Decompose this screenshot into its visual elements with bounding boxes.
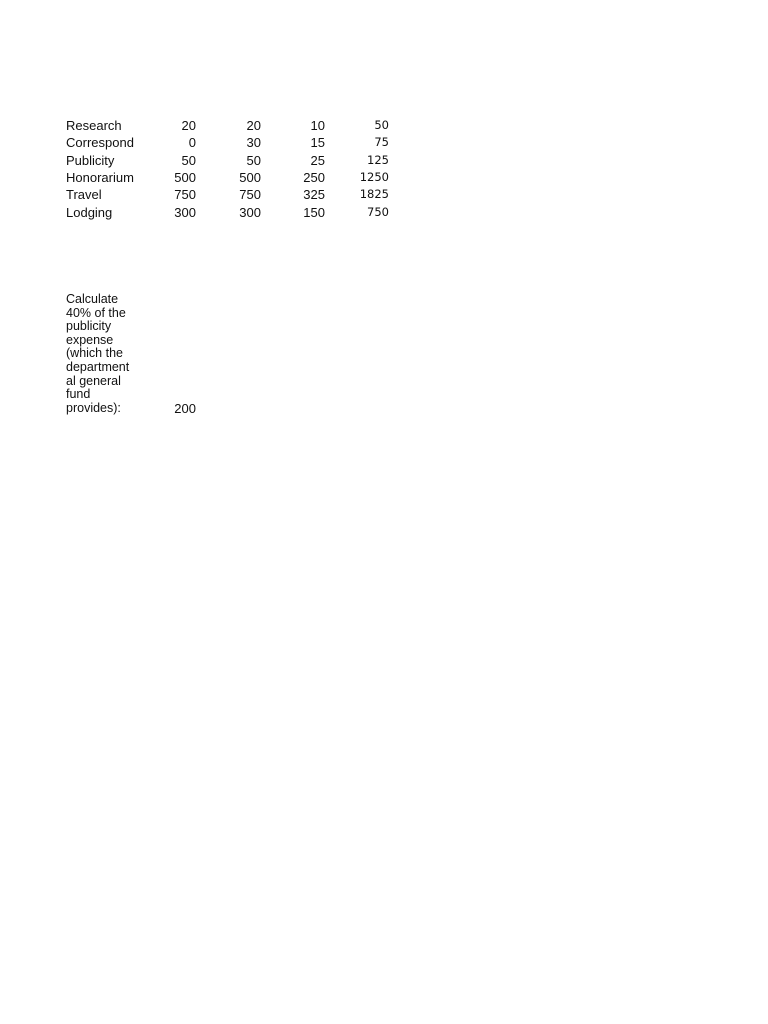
cell-value: 50 bbox=[374, 118, 389, 132]
cell-value: 30 bbox=[246, 135, 261, 150]
cell-value: 50 bbox=[181, 153, 196, 168]
table-row bbox=[66, 152, 396, 169]
cell-value: 25 bbox=[310, 153, 325, 168]
note-line: 40% of the bbox=[66, 305, 126, 320]
cell-value: 500 bbox=[239, 170, 261, 185]
cell-value: 500 bbox=[174, 170, 196, 185]
row-label: Honorarium bbox=[66, 170, 134, 185]
cell-value: 125 bbox=[367, 153, 389, 167]
note-line: expense bbox=[66, 332, 114, 347]
note-line: al general bbox=[66, 373, 121, 388]
publicity-result-value: 200 bbox=[174, 401, 196, 416]
cell-value: 750 bbox=[367, 205, 389, 219]
cell-value: 750 bbox=[239, 187, 261, 202]
note-line: provides): bbox=[66, 400, 121, 415]
cell-value: 50 bbox=[246, 153, 261, 168]
cell-value: 20 bbox=[246, 118, 261, 133]
note-line: (which the bbox=[66, 346, 123, 361]
cell-value: 300 bbox=[239, 205, 261, 220]
cell-value: 150 bbox=[303, 205, 325, 220]
row-label: Lodging bbox=[66, 205, 113, 220]
cell-value: 1250 bbox=[359, 170, 389, 184]
row-label: Travel bbox=[66, 187, 102, 202]
cell-value: 0 bbox=[188, 135, 196, 150]
note-line: fund bbox=[66, 387, 91, 402]
table-row bbox=[66, 134, 396, 151]
table-row bbox=[66, 186, 396, 203]
row-label: Correspond bbox=[66, 135, 134, 150]
cell-value: 750 bbox=[174, 187, 196, 202]
table-row bbox=[66, 169, 396, 186]
row-label: Publicity bbox=[66, 153, 115, 168]
note-line: department bbox=[66, 359, 130, 374]
cell-value: 325 bbox=[303, 187, 325, 202]
cell-value: 75 bbox=[374, 135, 389, 149]
cell-value: 20 bbox=[181, 118, 196, 133]
cell-value: 1825 bbox=[359, 187, 389, 201]
cell-value: 250 bbox=[303, 170, 325, 185]
note-line: publicity bbox=[66, 319, 112, 334]
table-row bbox=[66, 117, 396, 134]
table-row bbox=[66, 204, 396, 221]
cell-value: 15 bbox=[310, 135, 325, 150]
cell-value: 10 bbox=[310, 118, 325, 133]
row-label: Research bbox=[66, 118, 122, 133]
note-line: Calculate bbox=[66, 292, 119, 306]
cell-value: 300 bbox=[174, 205, 196, 220]
publicity-note bbox=[66, 293, 138, 415]
